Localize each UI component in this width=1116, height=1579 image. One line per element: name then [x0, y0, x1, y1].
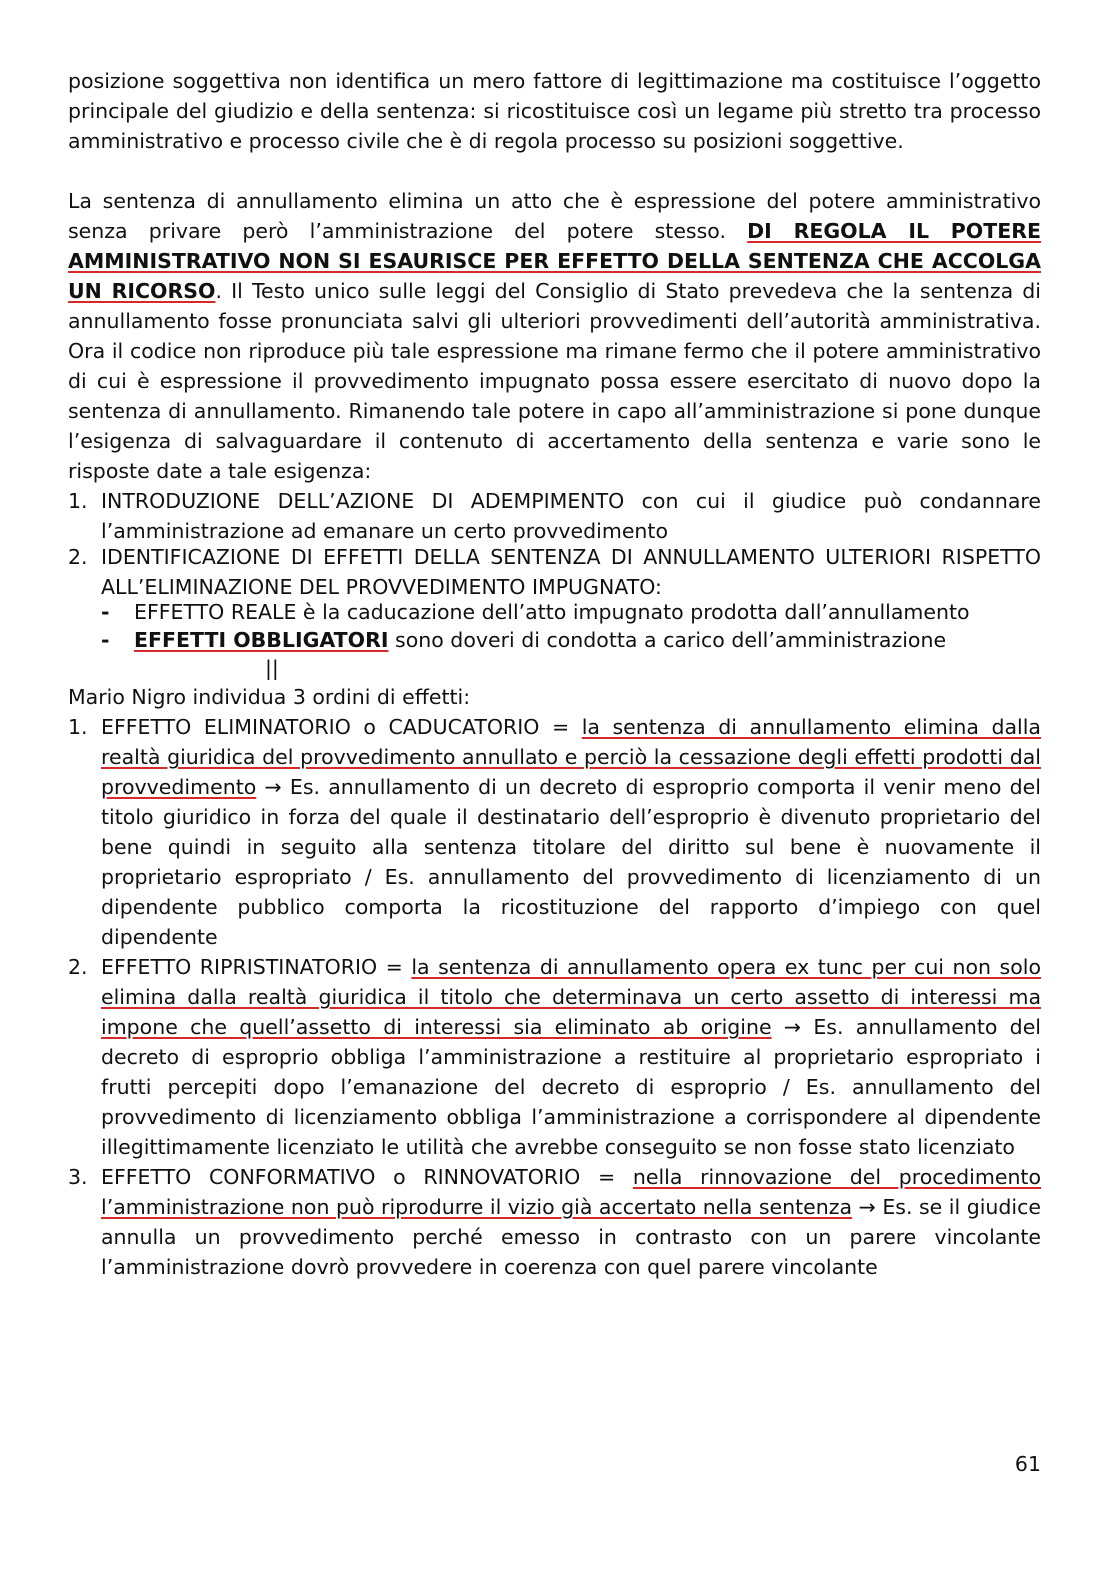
nigro-intro: Mario Nigro individua 3 ordini di effetti: — [68, 685, 471, 709]
page-number: 61 — [1014, 1452, 1041, 1476]
intro-paragraph: posizione soggettiva non identifica un mero fattore di legittimazione ma costituisce l’oggetto principale del giudizio e della sentenza: si ricostituisce così un legame più stretto tra processo amministrativo e processo civile che è di regola processo su posizioni soggettive. — [68, 69, 1041, 153]
bold-term: EFFETTI OBBLIGATORI — [134, 628, 389, 652]
dash-bullet: - — [101, 628, 110, 652]
arrow-icon: → — [852, 1195, 883, 1219]
effects-list — [68, 712, 1041, 1282]
effect-example: Es. annullamento del decreto di esproprio obbliga l’amministrazione a restituire al proprietario espropriato i frutti percepiti dopo l’emanazione del decreto di esproprio / Es. annullamento del provvedimento di licenziamento obbliga l’amministrazione a corrispondere al dipendente illegittimamente licenziato le utilità che avrebbe conseguito se non fosse stato licenziato — [101, 1015, 1041, 1159]
paragraph-gap — [68, 156, 1041, 186]
arrow-icon: → — [256, 775, 290, 799]
sub-effects-list — [68, 598, 1041, 654]
effect-definition: la sentenza di annullamento opera ex tunc per cui non solo elimina dalla realtà giuridica il titolo che determinava un certo assetto di interessi ma impone che quell’assetto di interessi sia eliminato ab origine — [101, 955, 1041, 1039]
annulment-paragraph-start: La sentenza di annullamento elimina un atto che è espressione del potere amministrativo senza privare però l’amministrazione del potere stesso. — [68, 189, 1041, 243]
effect-example: Es. se il giudice annulla un provvedimento perché emesso in contrasto con un parere vincolante l’amministrazione dovrò provvedere in coerenza con quel parere vincolante — [101, 1195, 1041, 1279]
list-item-text: IDENTIFICAZIONE DI EFFETTI DELLA SENTENZA DI ANNULLAMENTO ULTERIORI RISPETTO ALL’ELIMINAZIONE DEL PROVVEDIMENTO IMPUGNATO: — [101, 545, 1041, 599]
effect-label: EFFETTO RIPRISTINATORIO = — [101, 955, 412, 979]
annulment-paragraph-rest: . Il Testo unico sulle leggi del Consiglio di Stato prevedeva che la sentenza di annullamento fosse pronunciata salvi gli ulteriori provvedimenti dell’autorità amministrativa. Ora il codice non riproduce più tale espressione ma rimane fermo che il potere amministrativo di cui è espressione il provvedimento impugnato possa essere esercitato di nuovo dopo la sentenza di annullamento. Rimanendo tale potere in capo all’amministrazione si pone dunque l’esigenza di salvaguardare il contenuto di accertamento della sentenza e varie sono le risposte date a tale esigenza: — [68, 279, 1041, 483]
list-item — [68, 542, 1041, 602]
list-item — [68, 626, 1041, 654]
list-item-text: INTRODUZIONE DELL’AZIONE DI ADEMPIMENTO con cui il giudice può condannare l’amministrazione ad emanare un certo provvedimento — [101, 489, 1041, 543]
list-number: 2. — [68, 545, 88, 569]
annulment-paragraph — [68, 186, 1041, 486]
responses-list — [68, 486, 1041, 602]
effect-example: Es. annullamento di un decreto di esproprio comporta il venir meno del titolo giuridico in forza del quale il destinatario dell’esproprio è divenuto proprietario del bene quindi in seguito alla sentenza titolare del diritto sul bene è nuovamente il proprietario espropriato / Es. annullamento del provvedimento di licenziamento di un dipendente pubblico comporta la ricostituzione del rapporto d’impiego con quel dipendente — [101, 775, 1041, 949]
list-item — [68, 486, 1041, 546]
effect-definition: nella rinnovazione del procedimento l’amministrazione non può riprodurre il vizio già accertato nella sentenza — [101, 1165, 1042, 1219]
dash-bullet: - — [101, 600, 110, 624]
list-number: 1. — [68, 489, 88, 513]
equivalence-bars: || — [265, 656, 279, 680]
effect-label: EFFETTO ELIMINATORIO o CADUCATORIO = — [101, 715, 582, 739]
list-number: 1. — [68, 715, 88, 739]
effect-label: EFFETTO CONFORMATIVO o RINNOVATORIO = — [101, 1165, 633, 1189]
list-number: 3. — [68, 1165, 88, 1189]
effect-definition: la sentenza di annullamento elimina dalla realtà giuridica del provvedimento annullato e perciò la cessazione degli effetti prodotti dal provvedimento — [101, 715, 1041, 799]
list-item — [68, 712, 1041, 952]
arrow-icon: → — [771, 1015, 814, 1039]
document-page — [68, 66, 1041, 1282]
list-item-text: EFFETTO REALE è la caducazione dell’atto impugnato prodotta dall’annullamento — [134, 600, 970, 624]
emphasis-text: DI REGOLA IL POTERE AMMINISTRATIVO NON SI ESAURISCE PER EFFETTO DELLA SENTENZA CHE ACCOLGA UN RICORSO — [68, 219, 1042, 303]
list-number: 2. — [68, 955, 88, 979]
list-item — [68, 598, 1041, 626]
list-item-text: sono doveri di condotta a carico dell’amministrazione — [388, 628, 947, 652]
list-item — [68, 952, 1041, 1162]
list-item — [68, 1162, 1041, 1282]
